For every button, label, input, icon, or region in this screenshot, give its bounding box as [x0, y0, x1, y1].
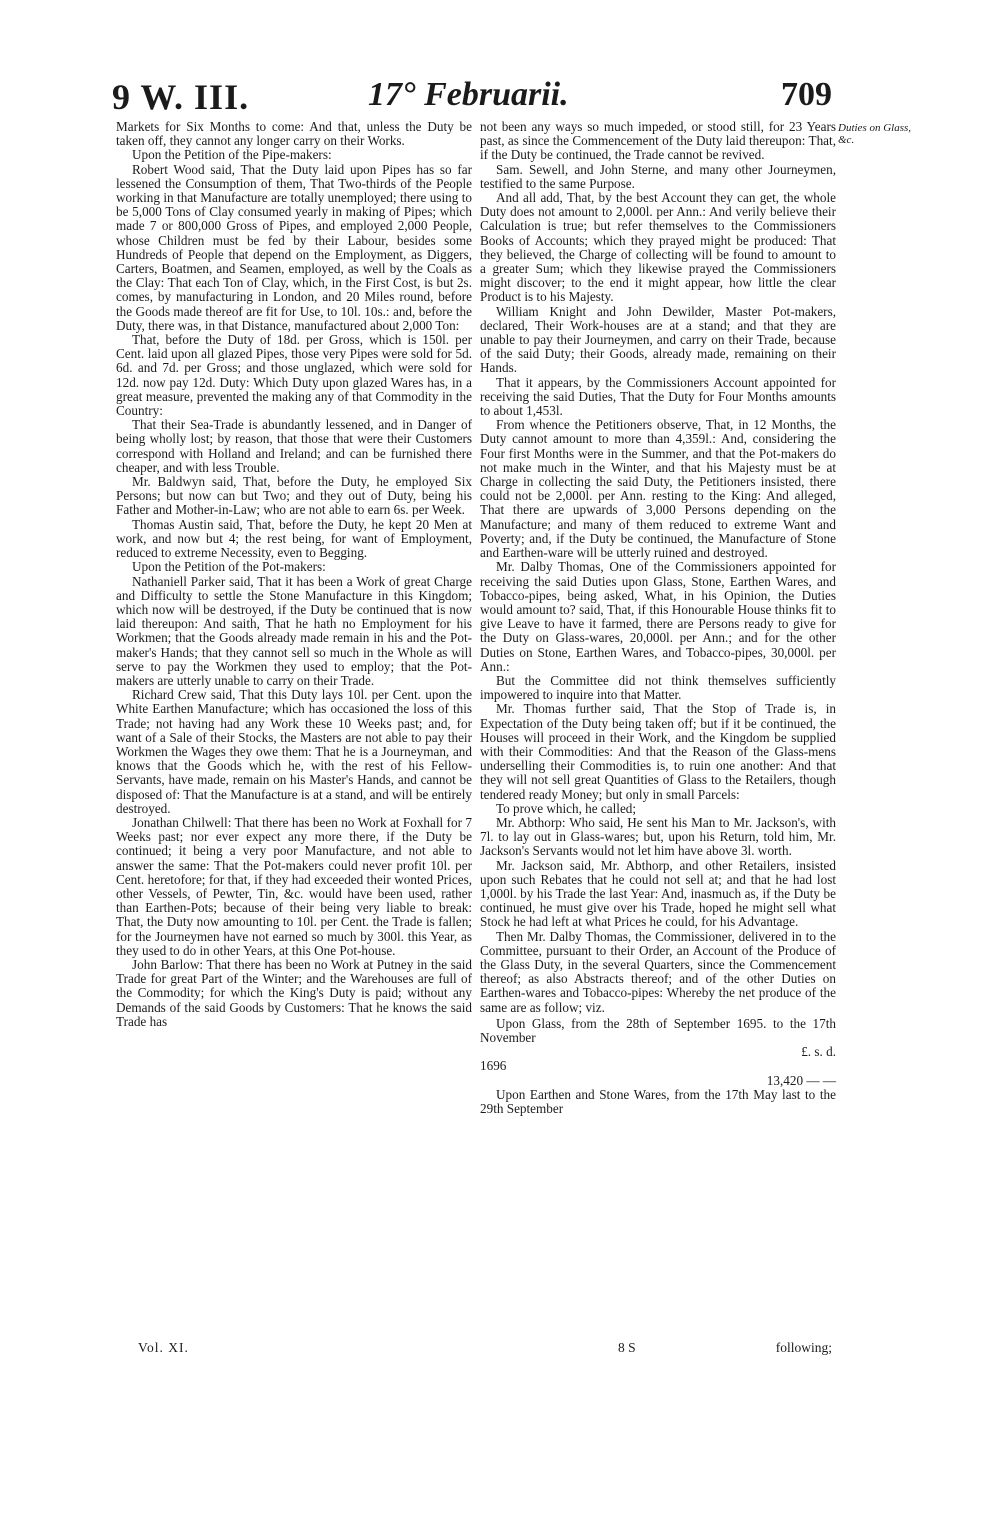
paragraph: Mr. Baldwyn said, That, before the Duty, he employed Six Persons; but now can but Two; and they out of Duty, being his Father and Mother-in-Law; who are not able to earn 6s. per Week. — [116, 474, 472, 518]
right-column — [480, 120, 836, 1360]
session-date: 17° Februarii. — [368, 76, 569, 113]
paragraph: That their Sea-Trade is abundantly lessened, and in Danger of being wholly lost; by reason, that those that were their Customers correspond with Holland and Ireland; and can be furnished there cheaper, and with less Trouble. — [116, 417, 472, 475]
account-glass-line: Upon Glass, from the 28th of September 1695. to the 17th November — [480, 1015, 836, 1045]
account-glass-total: 13,420 — — — [766, 1072, 836, 1088]
left-column — [116, 120, 472, 1330]
paragraph: Nathaniell Parker said, That it has been a Work of great Charge and Difficulty to settle the Stone Manufacture in this Kingdom; which now will be destroyed, if the Duty be continued that is now laid thereupon: And saith, That he hath no Employment for his Workmen; that the Goods already made remain in his and the Pot-maker's Hands; that they cannot sell so much in the Whole as will serve to pay the Workmen they used to employ; that the Pot-makers are utterly unable to carry on their Trade. — [116, 573, 472, 688]
account-currency-header: £. s. d. — [801, 1044, 836, 1060]
account-earthen-line: Upon Earthen and Stone Wares, from the 17th May last to the 29th September — [480, 1086, 836, 1117]
paragraph: Sam. Sewell, and John Sterne, and many other Journeymen, testified to the same Purpose. — [480, 161, 836, 191]
paragraph: That it appears, by the Commissioners Account appointed for receiving the said Duties, That the Duty for Four Months amounts to about 1,453l. — [480, 374, 836, 419]
signature-mark: 8 S — [618, 1340, 636, 1355]
paragraph: William Knight and John Dewilder, Master Pot-makers, declared, Their Work-houses are at a stand; and that they are unable to pay their Journeymen, and carry on their Trade, because of the said Duty; their Goods, already made, remaining on their Hands. — [480, 303, 836, 376]
volume-label: Vol. XI. — [138, 1340, 189, 1355]
catchword: following; — [775, 1340, 832, 1355]
paragraph: Mr. Dalby Thomas, One of the Commissioners appointed for receiving the said Duties upon Glass, Stone, Earthen Wares, and Tobacco-pipes, being asked, What, in his Opinion, the Duties would amount to? said, That, if this Honourable House thinks fit to give Leave to have it farmed, there are Persons ready to give for the Duty on Glass-wares, 20,000l. per Ann.; and for the other Duties on Stone, Earthen Wares, and Tobacco-pipes, 30,000l. per Ann.: — [480, 559, 836, 674]
paragraph: Richard Crew said, That this Duty lays 10l. per Cent. upon the White Earthen Manufacture; which has occasioned the loss of this Trade; not having had any Work these 10 Weeks past; and, for want of a Sale of their Stocks, the Masters are not able to pay their Workmen the Wages they owe them: That he is a Journeyman, and knows that the Goods which he, with the rest of his Fellow-Servants, have made, remain on his Master's Hands, and cannot be disposed of: That the Manufacture is at a stand, and will be entirely destroyed. — [116, 687, 472, 816]
paragraph: But the Committee did not think themselves sufficiently impowered to inquire into that Matter. — [480, 672, 836, 703]
paragraph: Markets for Six Months to come: And that, unless the Duty be taken off, they cannot any longer carry on their Works. — [116, 119, 472, 149]
paragraph: Then Mr. Dalby Thomas, the Commissioner, delivered in to the Committee, pursuant to their Order, an Account of the Produce of the Glass Duty, in the several Quarters, since the Commencement thereof; as also Abstracts thereof; and of the other Duties on Earthen-wares and Tobacco-pipes: Whereby the net produce of the same are as follow; viz. — [480, 928, 836, 1015]
paragraph: From whence the Petitioners observe, That, in 12 Months, the Duty cannot amount to more than 4,359l.: And, considering the Four first Months were in the Summer, and that the Pot-makers do not make much in the Winter, and that his Majesty must be at Charge in collecting the said Duty, the Petitioners insisted, there could not be 2,000l. per Ann. resting to the King: And alleged, That there are upwards of 3,000 Persons depending on the Manufacture; and many of them reduced to extreme Want and Poverty; and, if the Duty be continued, the Manufacture of Stone and Earthen-ware will be utterly ruined and destroyed. — [480, 417, 836, 561]
paragraph: Mr. Jackson said, Mr. Abthorp, and other Retailers, insisted upon such Rebates that he could not sell at; and that he had lost 1,000l. by his Trade the last Year: And, inasmuch as, if the Duty be continued, he must give over his Trade, hoped he might sell what Stock he had left at what Prices he could, for his Advantage. — [480, 857, 836, 930]
paragraph: Upon the Petition of the Pot-makers: — [132, 559, 326, 575]
paragraph: That, before the Duty of 18d. per Gross, which is 150l. per Cent. laid upon all glazed Pipes, those very Pipes were sold for 5d. 6d. and 7d. per Gross; and those unglazed, which were sold for 12d. now pay 12d. Duty: Which Duty upon glazed Wares has, in a great measure, prevented the making any of that Commodity in the Country: — [116, 332, 472, 419]
paragraph: Robert Wood said, That the Duty laid upon Pipes has so far lessened the Consumption of them, That Two-thirds of the People working in that Manufacture are totally unemployed; there using to be 5,000 Tons of Clay consumed yearly in making of Pipes; which made 7 or 800,000 Gross of Pipes, and employed 2,000 People, whose Children must be fed by their Labour, besides some Hundreds of People that depend on the Employment, as Diggers, Carters, Boatmen, and Seamen, employed, as well by the Coals as the Clay: That each Ton of Clay, which, in the First Cost, is but 2s. comes, by manufacturing in London, and 20 Miles round, before the Goods made thereof are fit for Use, to 10l. 10s.: and, before the Duty, there was, in that Distance, manufactured about 2,000 Ton: — [116, 161, 472, 333]
regnal-year: 9 W. III. — [112, 77, 250, 117]
paragraph: To prove which, he called; — [496, 800, 637, 816]
paragraph: Thomas Austin said, That, before the Duty, he kept 20 Men at work, and now but 4; the rest being, for want of Employment, reduced to extreme Necessity, even to Begging. — [116, 516, 472, 561]
paragraph: not been any ways so much impeded, or stood still, for 23 Years past, as since the Commencement of the Duty laid thereupon: That, if the Duty be continued, the Trade cannot be revived. — [480, 119, 836, 163]
page-header — [112, 76, 832, 120]
paragraph: Jonathan Chilwell: That there has been no Work at Foxhall for 7 Weeks past; nor ever expect any more there, if the Duty be continued; it being a very poor Manufacture, and not able to answer the same: That the Pot-makers could never profit 10l. per Cent. heretofore; for that, if they had exceeded their wonted Prices, other Vessels, of Pewter, Tin, &c. would have been used, rather than Earthen-Pots; because of their being very liable to break: That, the Duty now amounting to 10l. per Cent. the Trade is fallen; for the Journeymen have not earned so much by 300l. this Year, as they used to do in other Years, at this One Pot-house. — [116, 814, 472, 958]
paragraph: And all add, That, by the best Account they can get, the whole Duty does not amount to 2,000l. per Ann.: And verily believe their Calculation is true; but refer themselves to the Commissioners Books of Accounts; which they prayed might be produced: That they believed, the Charge of collecting will be found to amount to a greater Sum; which they likewise prayed the Commissioners might discover; to the end it might appear, how little the clear Product is to his Majesty. — [480, 190, 836, 305]
paragraph: John Barlow: That there has been no Work at Putney in the said Trade for great Part of the Winter; and the Warehouses are full of the Commodity; for which the King's Duty is paid; without any Demands of the said Goods by Customers: That he knows the said Trade has — [116, 956, 472, 1029]
page-footer — [126, 1340, 832, 1358]
paragraph: Upon the Petition of the Pipe-makers: — [132, 147, 332, 163]
paragraph: Mr. Abthorp: Who said, He sent his Man to Mr. Jackson's, with 7l. to lay out in Glass-wares; but, upon his Return, told him, Mr. Jackson's Servants would not let him have above 3l. worth. — [480, 814, 836, 859]
margin-note: Duties on Glass, &c. — [838, 122, 912, 146]
paragraph: Mr. Thomas further said, That the Stop of Trade is, in Expectation of the Duty being taken off; but if it be continued, the Houses will proceed in their Work, and the Kingdom be supplied with their Commodities: And that the Reason of the Glass-mens underselling their Commodities is, to ruin one another: And that they will not sell great Quantities of Glass to the Retailers, though tendered ready Money; but only in small Parcels: — [480, 701, 836, 802]
account-glass-year: 1696 — [480, 1058, 507, 1074]
page-number: 709 — [781, 76, 832, 113]
